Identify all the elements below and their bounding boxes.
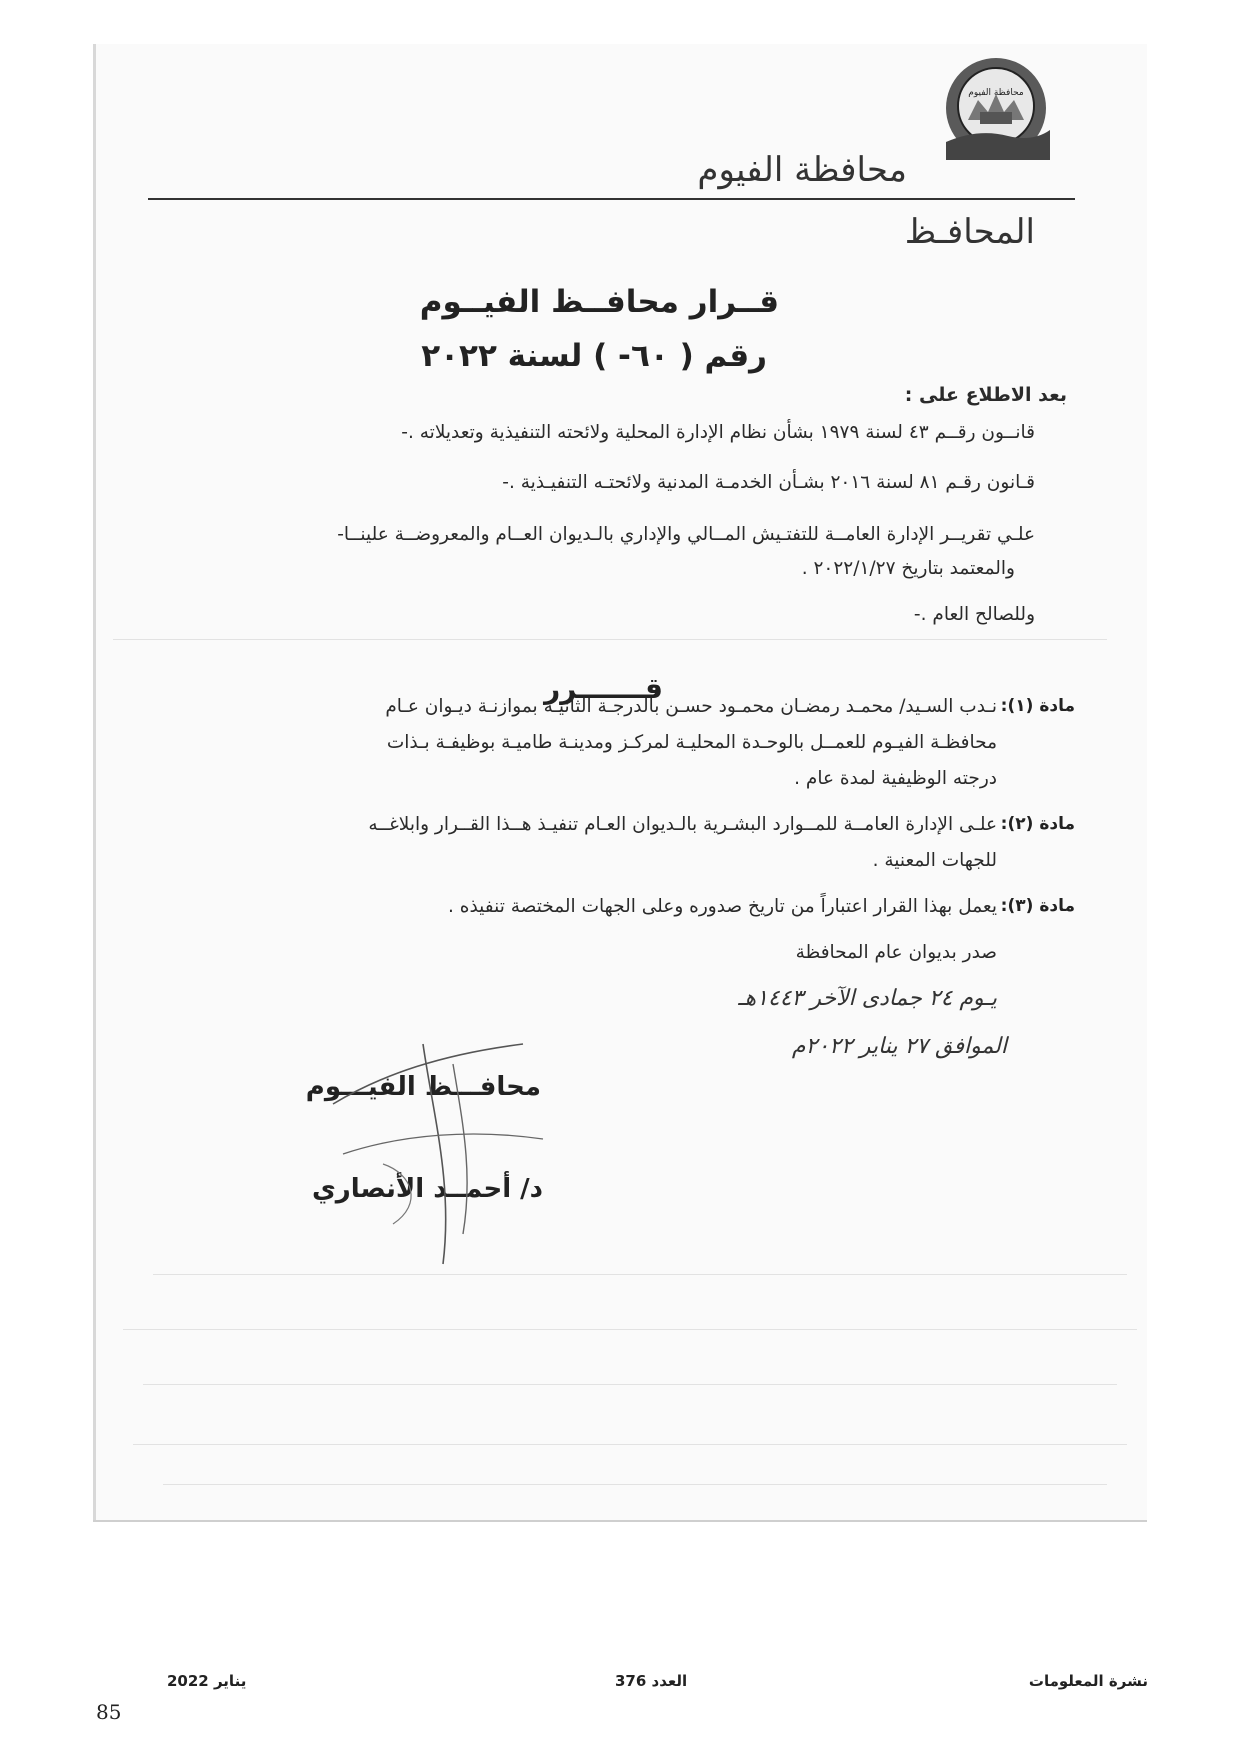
- governorate-seal-icon: [938, 50, 1050, 160]
- scan-edge: [93, 44, 96, 1522]
- preamble-text: علـي تقريــر الإدارة العامــة للتفتـيش المــالي والإداري بالـديوان العــام والمعروضــة علينــا: [343, 524, 1035, 545]
- issued-place: صدر بديوان عام المحافظة: [795, 942, 997, 963]
- footer-publication: نشرة المعلومات: [1028, 1672, 1148, 1690]
- scan-artifact-line: [163, 1484, 1107, 1485]
- scanned-document: [93, 44, 1147, 1522]
- page-number: 85: [96, 1700, 122, 1724]
- scan-artifact-line: [123, 1329, 1137, 1330]
- scan-artifact-line: [143, 1384, 1117, 1385]
- decree-title: قــرار محافــظ الفيــوم: [419, 284, 779, 320]
- decided-heading: قـــــــرر: [544, 672, 663, 705]
- article-text: علـى الإدارة العامــة للمــوارد البشـرية بالـديوان العـام تنفيـذ هــذا القــرار وابلاغــه: [368, 814, 997, 835]
- article-label: مادة (١):: [1000, 696, 1075, 716]
- scan-artifact-line: [113, 639, 1107, 640]
- article-text: محافظـة الفيـوم للعمــل بالوحـدة المحليـة لمركـز ومدينـة طاميـة بوظيفـة بـذات: [386, 732, 997, 753]
- scan-artifact-line: [133, 1444, 1127, 1445]
- footer-issue: العدد 376: [615, 1672, 688, 1690]
- preamble-text: قـانون رقـم ٨١ لسنة ٢٠١٦ بشـأن الخدمـة المدنية ولائحتـه التنفيـذية .: [508, 472, 1035, 493]
- preamble-text: والمعتمد بتاريخ ٢٠٢٢/١/٢٧ .: [801, 558, 1015, 579]
- article-text: نـدب السـيد/ محمـد رمضـان محمـود حسـن بالدرجـة الثانيـة بموازنـة ديـوان عـام: [385, 696, 997, 717]
- decree-number: رقم ( ٦٠- ) لسنة ٢٠٢٢: [421, 338, 767, 374]
- preamble-text: قانــون رقــم ٤٣ لسنة ١٩٧٩ بشأن نظام الإدارة المحلية ولائحته التنفيذية وتعديلاته .: [407, 422, 1035, 443]
- handwritten-signature-icon: [323, 1034, 553, 1274]
- preamble-item: قانــون رقــم ٤٣ لسنة ١٩٧٩ بشأن نظام الإدارة المحلية ولائحته التنفيذية وتعديلاته .-: [401, 422, 1035, 443]
- preamble-intro: بعد الاطلاع على :: [904, 384, 1067, 406]
- article-label: مادة (٣):: [1000, 896, 1075, 916]
- article-text: للجهات المعنية .: [872, 850, 997, 871]
- article-label: مادة (٢):: [1000, 814, 1075, 834]
- signatory-name: د/ أحمــد الأنصاري: [311, 1174, 543, 1204]
- governorate-name: محافظة الفيوم: [697, 150, 907, 190]
- preamble-item: وللصالح العام .-: [913, 604, 1035, 625]
- scan-edge: [93, 1520, 1147, 1522]
- article-text: درجته الوظيفية لمدة عام .: [794, 768, 997, 789]
- preamble-item: علـي تقريــر الإدارة العامــة للتفتـيش المــالي والإداري بالـديوان العــام والمعروضــة علينــا-: [337, 524, 1035, 545]
- signatory-title: محافـــظ الفيـــوم: [305, 1072, 541, 1102]
- issued-date-gregorian: الموافق ٢٧ يناير ٢٠٢٢م: [791, 1034, 1007, 1059]
- preamble-text: وللصالح العام .: [920, 604, 1035, 625]
- governor-title: المحافـظ: [904, 212, 1035, 252]
- issued-date-hijri: يـوم ٢٤ جمادى الآخر ١٤٤٣هـ: [738, 986, 997, 1011]
- scan-artifact-line: [153, 1274, 1127, 1275]
- footer-date: يناير 2022: [167, 1672, 247, 1690]
- header-divider: [148, 198, 1075, 200]
- seal-text: محافظة الفيوم: [968, 88, 1024, 98]
- article-text: يعمل بهذا القرار اعتباراً من تاريخ صدوره وعلى الجهات المختصة تنفيذه .: [448, 896, 997, 917]
- preamble-item: قـانون رقـم ٨١ لسنة ٢٠١٦ بشـأن الخدمـة المدنية ولائحتـه التنفيـذية .-: [502, 472, 1035, 493]
